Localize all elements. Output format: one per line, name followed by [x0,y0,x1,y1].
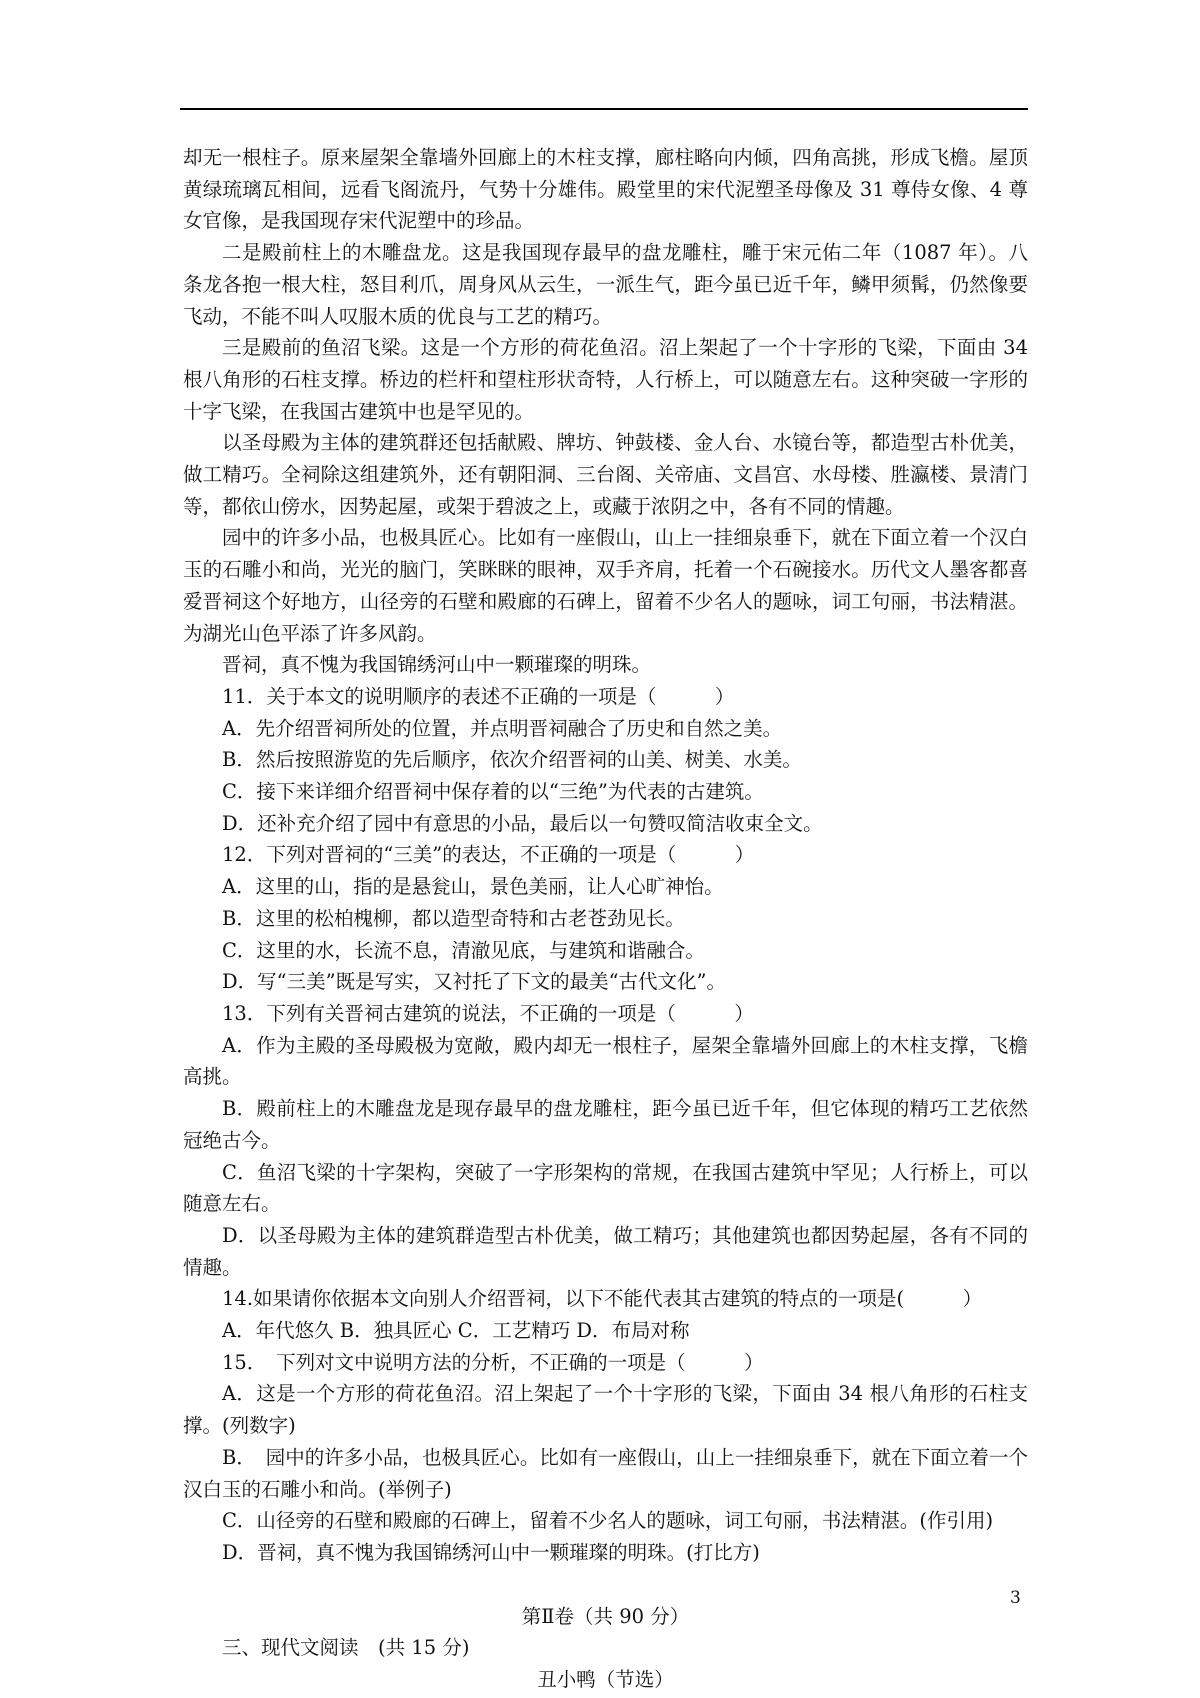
option: D．写“三美”既是写实，又衬托了下文的最美“古代文化”。 [222,970,727,994]
option: B．这里的松柏槐柳，都以造型奇特和古老苍劲见长。 [222,906,685,930]
question-14: 14.如果请你依据本文向别人介绍晋祠，以下不能代表其古建筑的特点的一项是( ） [222,1287,983,1311]
option: A．先介绍晋祠所处的位置，并点明晋祠融合了历史和自然之美。 [222,716,783,740]
paragraph: 以圣母殿为主体的建筑群还包括献殿、牌坊、钟鼓楼、金人台、水镜台等，都造型古朴优美，做工精巧。全祠除这组建筑外，还有朝阳洞、三台阁、关帝庙、文昌宫、水母楼、胜瀛楼、景清门等，都依山傍水，因势起屋，或架于碧波之上，或藏于浓阴之中，各有不同的情趣。 [183,431,1028,518]
page-content [183,142,1028,1696]
volume-heading: 第Ⅱ卷（共 90 分） [521,1604,690,1628]
option: A．作为主殿的圣母殿极为宽敞，殿内却无一根柱子，屋架全靠墙外回廊上的木柱支撑，飞檐高挑。 [183,1033,1028,1089]
paragraph: 三是殿前的鱼沼飞梁。这是一个方形的荷花鱼沼。沼上架起了一个十字形的飞梁，下面由 34 根八角形的石柱支撑。桥边的栏杆和望柱形状奇特，人行桥上，可以随意左右。这种突破一字形的十字飞梁，在我国古建筑中也是罕见的。 [183,336,1028,423]
spacer [183,1569,1028,1601]
paragraph: 园中的许多小品，也极具匠心。比如有一座假山，山上一挂细泉垂下，就在下面立着一个汉白玉的石雕小和尚，光光的脑门，笑眯眯的眼神，双手齐肩，托着一个石碗接水。历代文人墨客都喜爱晋祠这个好地方，山径旁的石壁和殿廊的石碑上，留着不少名人的题咏，词工句丽，书法精湛。为湖光山色平添了许多风韵。 [183,526,1028,645]
option: C．接下来详细介绍晋祠中保存着的以“三绝”为代表的古建筑。 [222,780,764,804]
option: B． 园中的许多小品，也极具匠心。比如有一座假山，山上一挂细泉垂下，就在下面立着一个汉白玉的石雕小和尚。(举例子) [183,1445,1028,1501]
question-15: 15． 下列对文中说明方法的分析，不正确的一项是（ ） [222,1350,764,1374]
paragraph: 晋祠，真不愧为我国锦绣河山中一颗璀璨的明珠。 [222,653,652,677]
section-heading: 三、现代文阅读 (共 15 分) [222,1636,470,1660]
option: B．然后按照游览的先后顺序，依次介绍晋祠的山美、树美、水美。 [222,748,802,772]
question-11: 11．关于本文的说明顺序的表述不正确的一项是（ ） [222,684,735,708]
option: D．还补充介绍了园中有意思的小品，最后以一句赞叹简洁收束全文。 [222,811,823,835]
option: B．殿前柱上的木雕盘龙是现存最早的盘龙雕柱，距今虽已近千年，但它体现的精巧工艺依然冠绝古今。 [183,1097,1028,1152]
question-12: 12．下列对晋祠的“三美”的表达，不正确的一项是（ ） [222,843,755,867]
option: C．鱼沼飞梁的十字架构，突破了一字形架构的常规，在我国古建筑中罕见；人行桥上，可以随意左右。 [183,1160,1028,1216]
paragraph: 二是殿前柱上的木雕盘龙。这是我国现存最早的盘龙雕柱，雕于宋元佑二年（1087 年）。八条龙各抱一根大柱，怒目利爪，周身风从云生，一派生气，距今虽已近千年，鳞甲须髯，仍然像要飞动，不能不叫人叹服木质的优良与工艺的精巧。 [183,241,1028,328]
question-13: 13．下列有关晋祠古建筑的说法，不正确的一项是（ ） [222,1001,754,1025]
paragraph: 却无一根柱子。原来屋架全靠墙外回廊上的木柱支撑，廊柱略向内倾，四角高挑，形成飞檐。屋顶黄绿琉璃瓦相间，远看飞阁流丹，气势十分雄伟。殿堂里的宋代泥塑圣母像及 31 尊侍女像、4 尊女官像，是我国现存宋代泥塑中的珍品。 [183,146,1028,233]
option: A．这是一个方形的荷花鱼沼。沼上架起了一个十字形的飞梁，下面由 34 根八角形的石柱支撑。(列数字) [183,1382,1028,1438]
page-number: 3 [1010,1588,1021,1608]
option: D．以圣母殿为主体的建筑群造型古朴优美，做工精巧；其他建筑也都因势起屋，各有不同的情趣。 [183,1223,1028,1279]
option: C．这里的水，长流不息，清澈见底，与建筑和谐融合。 [222,938,705,962]
option: C．山径旁的石壁和殿廊的石碑上，留着不少名人的题咏，词工句丽，书法精湛。(作引用) [222,1509,994,1533]
header-rule [180,108,1028,110]
option: D．晋祠，真不愧为我国锦绣河山中一颗璀璨的明珠。(打比方) [222,1540,760,1564]
passage-title: 丑小鸭（节选） [537,1668,674,1692]
option: A．年代悠久 B．独具匠心 C．工艺精巧 D．布局对称 [222,1319,690,1343]
option: A．这里的山，指的是悬瓮山，景色美丽，让人心旷神怡。 [222,875,724,899]
